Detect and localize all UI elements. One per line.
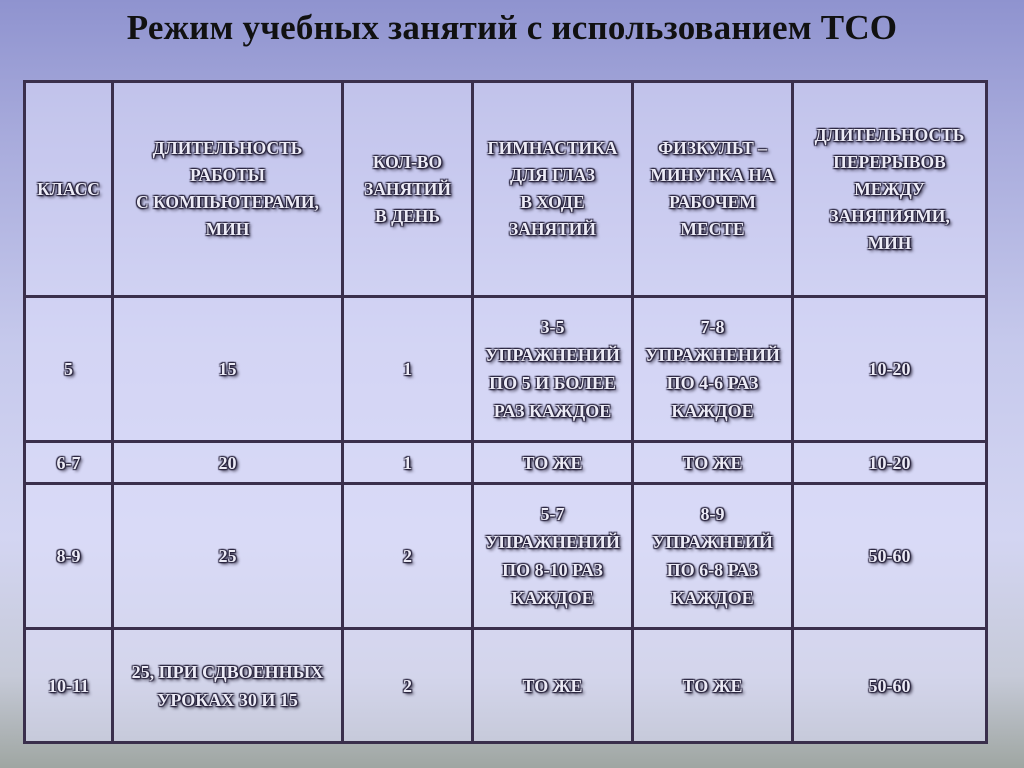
table-row [25, 484, 987, 629]
cell-physical-minute: ТО ЖЕ [633, 442, 793, 484]
cell-break-duration: 50-60 [793, 629, 987, 743]
cell-computer-duration: 15 [113, 297, 343, 442]
cell-lessons-per-day: 1 [343, 297, 473, 442]
table-row [25, 297, 987, 442]
cell-computer-duration: 25, ПРИ СДВОЕННЫХ УРОКАХ 30 И 15 [113, 629, 343, 743]
cell-lessons-per-day: 2 [343, 629, 473, 743]
header-lessons-per-day: КОЛ-ВО ЗАНЯТИЙ В ДЕНЬ [343, 82, 473, 297]
header-break-duration: ДЛИТЕЛЬНОСТЬ ПЕРЕРЫВОВ МЕЖДУ ЗАНЯТИЯМИ, МИН [793, 82, 987, 297]
cell-computer-duration: 25 [113, 484, 343, 629]
slide-title: Режим учебных занятий с использованием ТСО [126, 8, 898, 47]
cell-eye-gymnastics: ТО ЖЕ [473, 442, 633, 484]
header-class: КЛАСС [25, 82, 113, 297]
cell-class: 6-7 [25, 442, 113, 484]
schedule-table [23, 80, 988, 744]
cell-class: 5 [25, 297, 113, 442]
table-row [25, 629, 987, 743]
header-eye-gymnastics: ГИМНАСТИКА ДЛЯ ГЛАЗ В ХОДЕ ЗАНЯТИЙ [473, 82, 633, 297]
cell-eye-gymnastics: ТО ЖЕ [473, 629, 633, 743]
cell-break-duration: 10-20 [793, 442, 987, 484]
cell-computer-duration: 20 [113, 442, 343, 484]
cell-physical-minute: 8-9 УПРАЖНЕИЙ ПО 6-8 РАЗ КАЖДОЕ [633, 484, 793, 629]
cell-break-duration: 10-20 [793, 297, 987, 442]
cell-class: 8-9 [25, 484, 113, 629]
cell-class: 10-11 [25, 629, 113, 743]
cell-eye-gymnastics: 3-5 УПРАЖНЕНИЙ ПО 5 И БОЛЕЕ РАЗ КАЖДОЕ [473, 297, 633, 442]
cell-lessons-per-day: 1 [343, 442, 473, 484]
table-row [25, 442, 987, 484]
cell-break-duration: 50-60 [793, 484, 987, 629]
cell-lessons-per-day: 2 [343, 484, 473, 629]
table-header-row [25, 82, 987, 297]
header-computer-duration: ДЛИТЕЛЬНОСТЬ РАБОТЫ С КОМПЬЮТЕРАМИ, МИН [113, 82, 343, 297]
cell-eye-gymnastics: 5-7 УПРАЖНЕНИЙ ПО 8-10 РАЗ КАЖДОЕ [473, 484, 633, 629]
cell-physical-minute: ТО ЖЕ [633, 629, 793, 743]
header-physical-minute: ФИЗКУЛЬТ – МИНУТКА НА РАБОЧЕМ МЕСТЕ [633, 82, 793, 297]
cell-physical-minute: 7-8 УПРАЖНЕНИЙ ПО 4-6 РАЗ КАЖДОЕ [633, 297, 793, 442]
